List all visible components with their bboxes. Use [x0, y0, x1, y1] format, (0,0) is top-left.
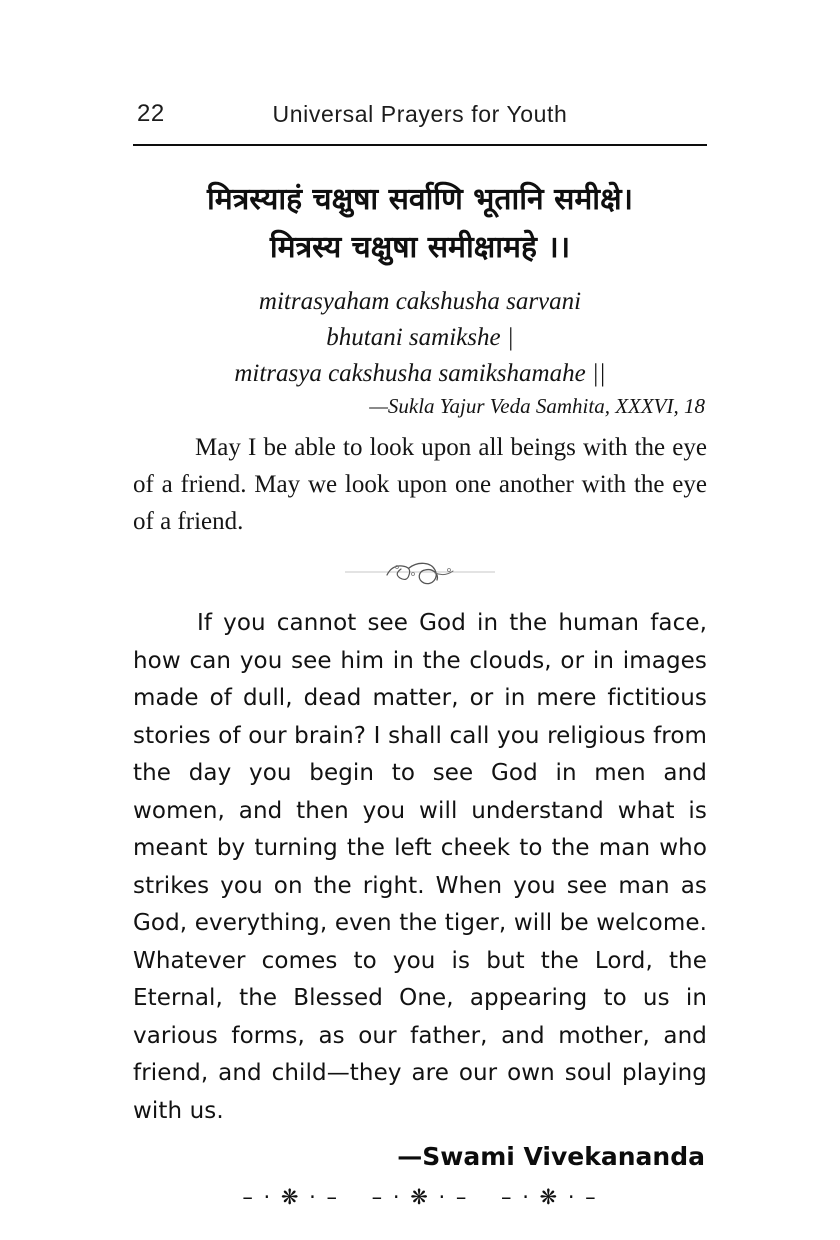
- quote-section: [133, 605, 707, 1171]
- transliteration: [133, 284, 707, 392]
- quote-text: If you cannot see God in the human face, how can you see him in the clouds, or in images made of dull, dead matter, or in mere fictitious stories of our brain? I shall call you religious from the day you begin to see God in men and women, and then you will understand what is meant by turning the left cheek to the man who strikes you on the right. When you see man as God, everything, even the tiger, will be welcome. Whatever comes to you is but the Lord, the Eternal, the Blessed One, appearing to us in various forms, as our father, and mother, and friend, and child—they are our own soul playing with us.: [133, 610, 707, 1124]
- sanskrit-line: मित्रस्याहं चक्षुषा सर्वाणि भूतानि समीक्षे।: [207, 182, 633, 217]
- flower-ornament-icon: – · ❋ · –: [371, 1185, 469, 1209]
- page-footer-ornament: [133, 1185, 707, 1209]
- page-header: [133, 98, 707, 132]
- page-number: 22: [137, 100, 165, 127]
- verse-translation: May I be able to look upon all beings with the eye of a friend. May we look upon one another with the eye of a friend.: [133, 434, 707, 535]
- running-title: Universal Prayers for Youth: [272, 101, 568, 127]
- transliteration-line: mitrasyaham cakshusha sarvani: [258, 288, 582, 315]
- transliteration-line: mitrasya cakshusha samikshamahe ||: [234, 360, 606, 387]
- prayer-section: [133, 176, 707, 540]
- flower-ornament-icon: – · ❋ · –: [501, 1185, 598, 1209]
- sanskrit-line: मित्रस्य चक्षुषा समीक्षामहे ।।: [269, 230, 571, 265]
- transliteration-line: bhutani samikshe |: [326, 324, 514, 351]
- quote-attribution: —Swami Vivekananda: [397, 1142, 705, 1171]
- verse-attribution: —Sukla Yajur Veda Samhita, XXXVI, 18: [369, 394, 705, 418]
- flower-ornament-icon: – · ❋ · –: [242, 1185, 339, 1209]
- sanskrit-verse: [133, 176, 707, 272]
- page-content: [133, 98, 707, 1209]
- header-rule: [133, 144, 707, 146]
- flourish-divider: [133, 556, 707, 591]
- flourish-divider-icon: [345, 556, 495, 586]
